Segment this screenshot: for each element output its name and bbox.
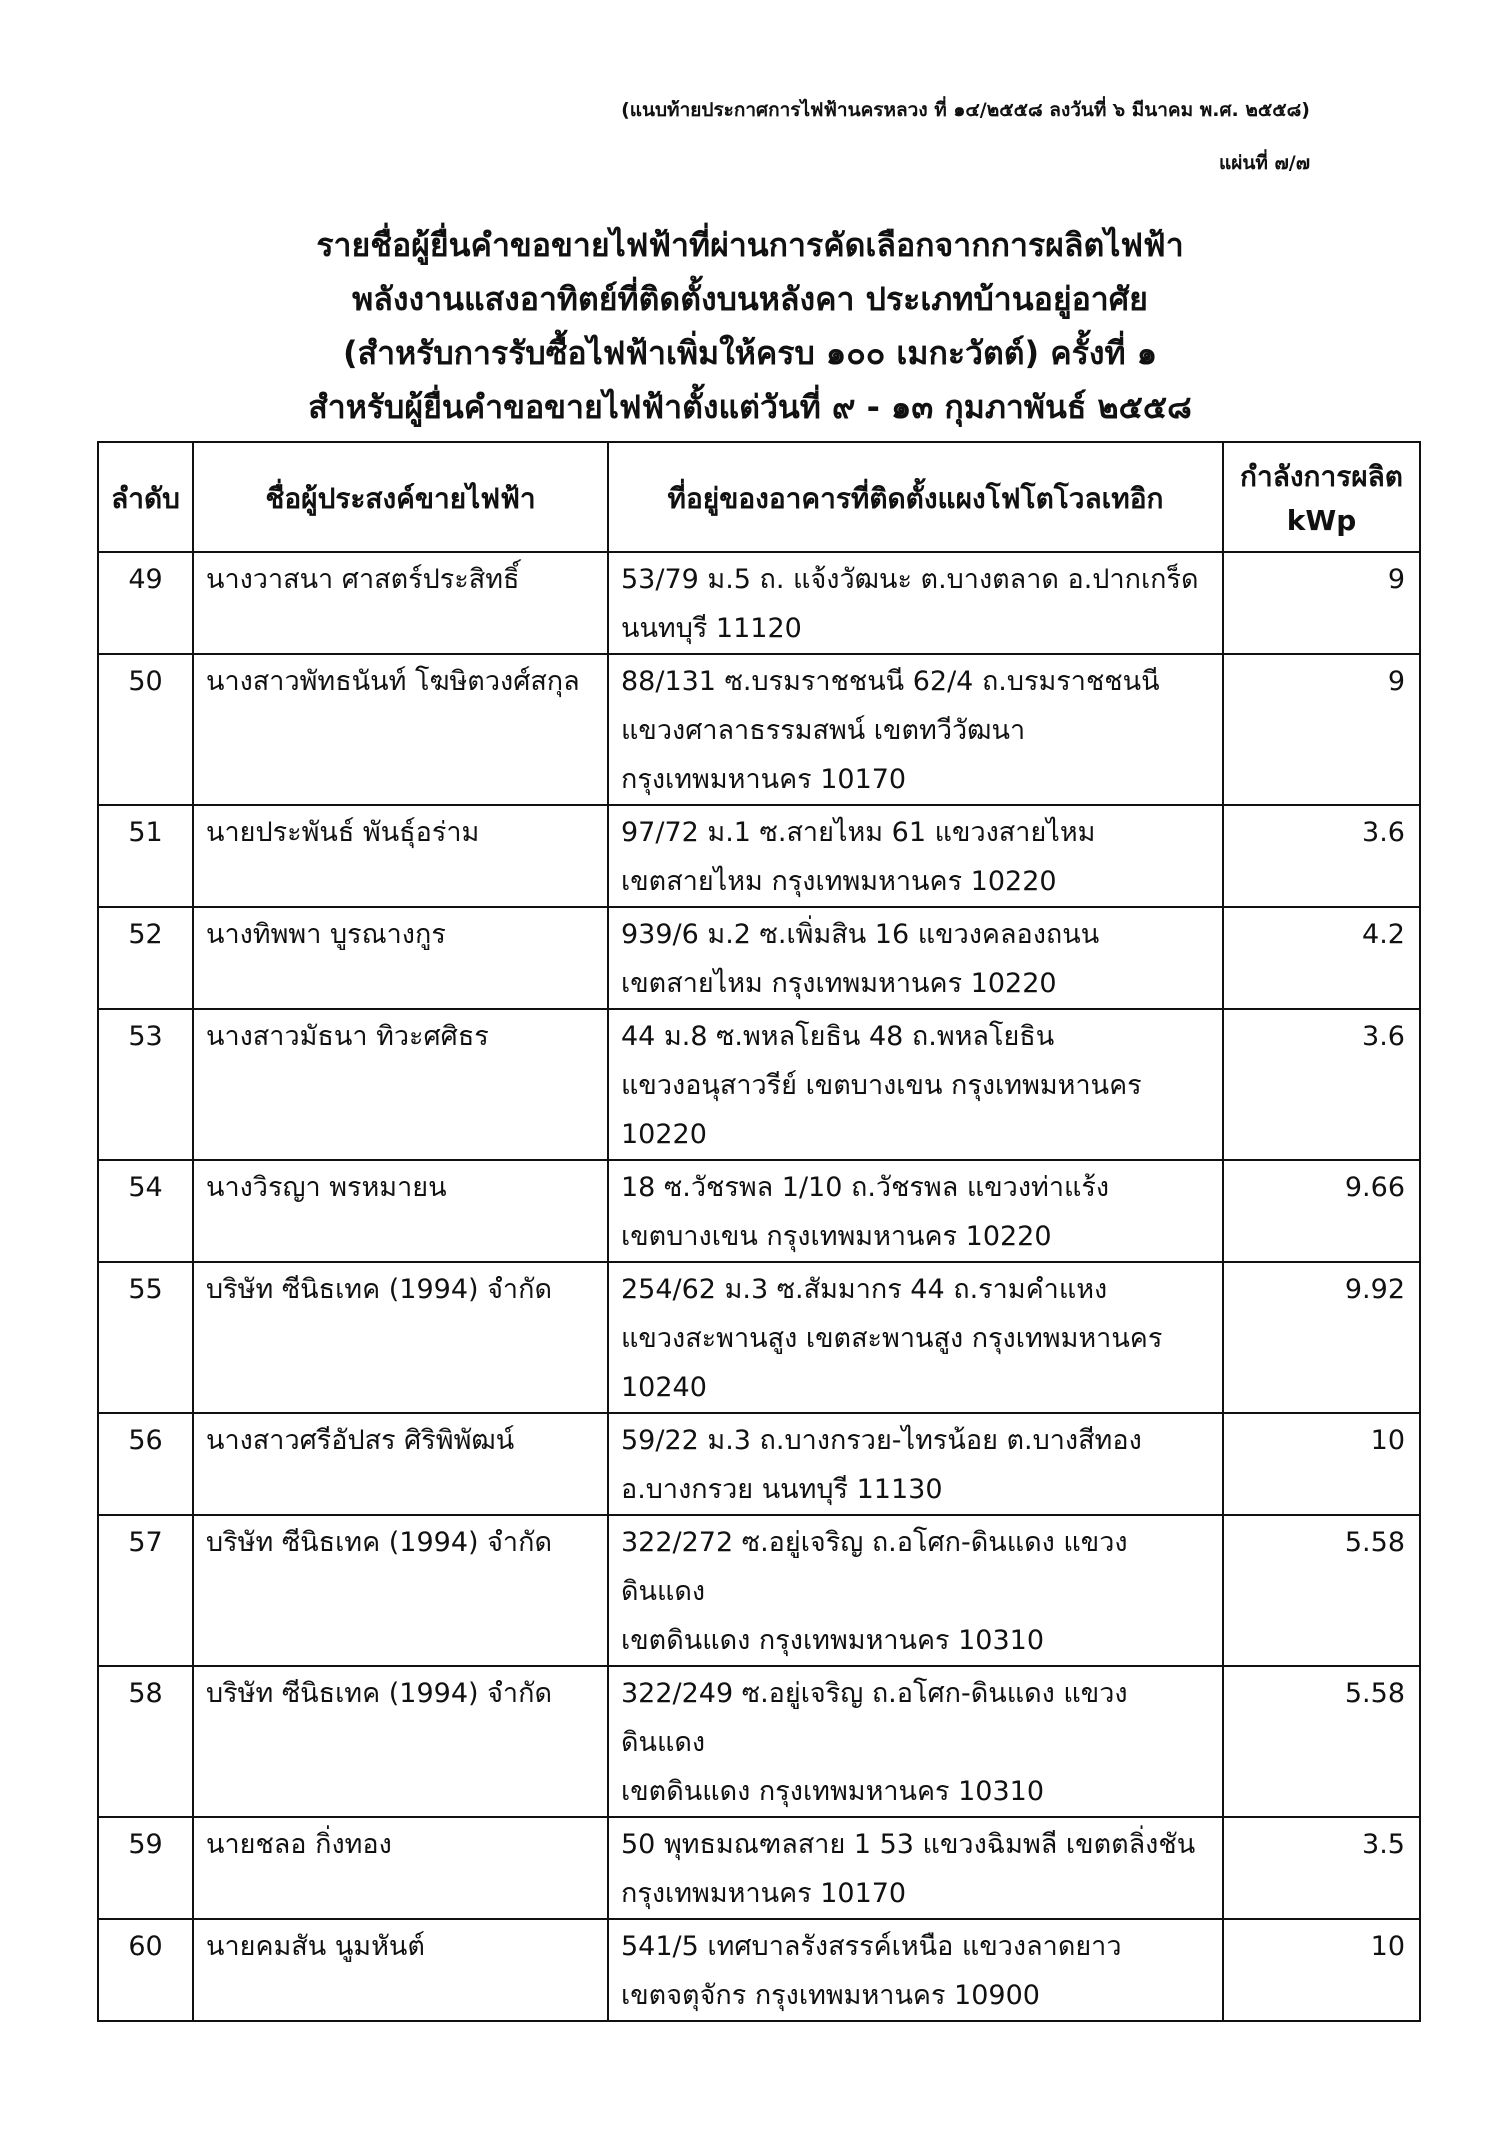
capacity-kwp: 3.6 [1223,805,1420,907]
installation-address [608,1515,1223,1666]
address-line: 322/249 ซ.อยู่เจริญ ถ.อโศก-ดินแดง แขวงดินแดง [621,1678,1128,1758]
row-number: 52 [98,907,193,1009]
row-number: 59 [98,1817,193,1919]
table-row [98,805,1420,907]
title-line-3: (สำหรับการรับซื้อไฟฟ้าเพิ่มให้ครบ ๑๐๐ เมกะวัตต์) ครั้งที่ ๑ [342,334,1158,372]
title-line-4: สำหรับผู้ยื่นคำขอขายไฟฟ้าตั้งแต่วันที่ ๙ - ๑๓ กุมภาพันธ์ ๒๕๕๘ [308,388,1192,426]
announcement-reference: (แนบท้ายประกาศการไฟฟ้านครหลวง ที่ ๑๔/๒๕๕๘ ลงวันที่ ๖ มีนาคม พ.ศ. ๒๕๕๘) [621,99,1310,121]
address-line: 322/272 ซ.อยู่เจริญ ถ.อโศก-ดินแดง แขวงดินแดง [621,1527,1128,1607]
installation-address [608,1817,1223,1919]
address-line: 50 พุทธมณฑลสาย 1 53 แขวงฉิมพลี เขตตลิ่งชัน [621,1829,1196,1860]
sheet-number: แผ่นที่ ๗/๗ [1218,152,1310,174]
applicant-name: นางวิรญา พรหมายน [193,1160,608,1262]
table-row [98,552,1420,654]
row-number: 58 [98,1666,193,1817]
address-line: 53/79 ม.5 ถ. แจ้งวัฒนะ ต.บางตลาด อ.ปากเกร็ด [621,564,1199,595]
capacity-kwp: 10 [1223,1919,1420,2021]
applicant-name: บริษัท ซีนิธเทค (1994) จำกัด [193,1262,608,1413]
table-row [98,1515,1420,1666]
installation-address [608,552,1223,654]
address-line: 10240 [621,1372,707,1403]
header-address: ที่อยู่ของอาคารที่ติดตั้งแผงโฟโตโวลเทอิก [608,442,1223,552]
table-row [98,654,1420,805]
address-line: 541/5 เทศบาลรังสรรค์เหนือ แขวงลาดยาว [621,1931,1122,1962]
header-capacity [1223,442,1420,552]
table-row [98,1666,1420,1817]
address-line: 10220 [621,1119,707,1150]
row-number: 55 [98,1262,193,1413]
header-name: ชื่อผู้ประสงค์ขายไฟฟ้า [193,442,608,552]
applicant-name: นางสาวมัธนา ทิวะศศิธร [193,1009,608,1160]
installation-address [608,1919,1223,2021]
applicant-name: นายชลอ กิ่งทอง [193,1817,608,1919]
table-row [98,1009,1420,1160]
installation-address [608,907,1223,1009]
address-line: แขวงศาลาธรรมสพน์ เขตทวีวัฒนา [621,715,1026,746]
applicant-name: นางทิพพา บูรณางกูร [193,907,608,1009]
address-line: เขตสายไหม กรุงเทพมหานคร 10220 [621,866,1057,897]
installation-address [608,805,1223,907]
row-number: 60 [98,1919,193,2021]
address-line: เขตจตุจักร กรุงเทพมหานคร 10900 [621,1980,1040,2011]
address-line: เขตดินแดง กรุงเทพมหานคร 10310 [621,1776,1045,1807]
address-line: 254/62 ม.3 ซ.สัมมากร 44 ถ.รามคำแหง [621,1274,1108,1305]
row-number: 56 [98,1413,193,1515]
row-number: 51 [98,805,193,907]
table-header-row [98,442,1420,552]
applicant-name: นายคมสัน นูมหันต์ [193,1919,608,2021]
row-number: 57 [98,1515,193,1666]
capacity-kwp: 9 [1223,552,1420,654]
address-line: 18 ซ.วัชรพล 1/10 ถ.วัชรพล แขวงท่าแร้ง [621,1172,1110,1203]
row-number: 54 [98,1160,193,1262]
applicant-name: บริษัท ซีนิธเทค (1994) จำกัด [193,1515,608,1666]
row-number: 49 [98,552,193,654]
title-line-1: รายชื่อผู้ยื่นคำขอขายไฟฟ้าที่ผ่านการคัดเลือกจากการผลิตไฟฟ้า [316,226,1184,264]
capacity-kwp: 5.58 [1223,1666,1420,1817]
table-row [98,907,1420,1009]
address-line: เขตบางเขน กรุงเทพมหานคร 10220 [621,1221,1052,1252]
table-row [98,1160,1420,1262]
header-no: ลำดับ [98,442,193,552]
installation-address [608,1160,1223,1262]
capacity-kwp: 10 [1223,1413,1420,1515]
row-number: 50 [98,654,193,805]
address-line: 97/72 ม.1 ซ.สายไหม 61 แขวงสายไหม [621,817,1096,848]
address-line: แขวงอนุสาวรีย์ เขตบางเขน กรุงเทพมหานคร [621,1070,1142,1101]
address-line: กรุงเทพมหานคร 10170 [621,764,907,795]
installation-address [608,1413,1223,1515]
capacity-kwp: 3.6 [1223,1009,1420,1160]
table-body [98,552,1420,2021]
applicant-name: นางสาวพัทธนันท์ โฆษิตวงศ์สกุล [193,654,608,805]
installation-address [608,1666,1223,1817]
table-row [98,1919,1420,2021]
applicant-name: นางสาวศรีอัปสร ศิริพิพัฒน์ [193,1413,608,1515]
address-line: แขวงสะพานสูง เขตสะพานสูง กรุงเทพมหานคร [621,1323,1163,1354]
address-line: 44 ม.8 ซ.พหลโยธิน 48 ถ.พหลโยธิน [621,1021,1055,1052]
table-row [98,1262,1420,1413]
row-number: 53 [98,1009,193,1160]
address-line: เขตดินแดง กรุงเทพมหานคร 10310 [621,1625,1045,1656]
capacity-kwp: 9.92 [1223,1262,1420,1413]
applicant-name: นายประพันธ์ พันธุ์อร่าม [193,805,608,907]
address-line: อ.บางกรวย นนทบุรี 11130 [621,1474,943,1505]
address-line: นนทบุรี 11120 [621,613,802,644]
installation-address [608,1262,1223,1413]
installation-address [608,1009,1223,1160]
address-line: กรุงเทพมหานคร 10170 [621,1878,907,1909]
table-row [98,1413,1420,1515]
address-line: 939/6 ม.2 ซ.เพิ่มสิน 16 แขวงคลองถนน [621,919,1100,950]
capacity-kwp: 9.66 [1223,1160,1420,1262]
installation-address [608,654,1223,805]
title-line-2: พลังงานแสงอาทิตย์ที่ติดตั้งบนหลังคา ประเภทบ้านอยู่อาศัย [352,280,1148,318]
capacity-kwp: 5.58 [1223,1515,1420,1666]
table-row [98,1817,1420,1919]
address-line: 88/131 ซ.บรมราชชนนี 62/4 ถ.บรมราชชนนี [621,666,1160,697]
applicant-table [97,441,1421,2022]
address-line: เขตสายไหม กรุงเทพมหานคร 10220 [621,968,1057,999]
applicant-name: บริษัท ซีนิธเทค (1994) จำกัด [193,1666,608,1817]
capacity-kwp: 3.5 [1223,1817,1420,1919]
applicant-name: นางวาสนา ศาสตร์ประสิทธิ์ [193,552,608,654]
header-capacity-label: กำลังการผลิต [1240,460,1403,493]
address-line: 59/22 ม.3 ถ.บางกรวย-ไทรน้อย ต.บางสีทอง [621,1425,1142,1456]
capacity-kwp: 4.2 [1223,907,1420,1009]
header-capacity-unit: kWp [1286,504,1357,537]
capacity-kwp: 9 [1223,654,1420,805]
document-title [0,218,1500,434]
